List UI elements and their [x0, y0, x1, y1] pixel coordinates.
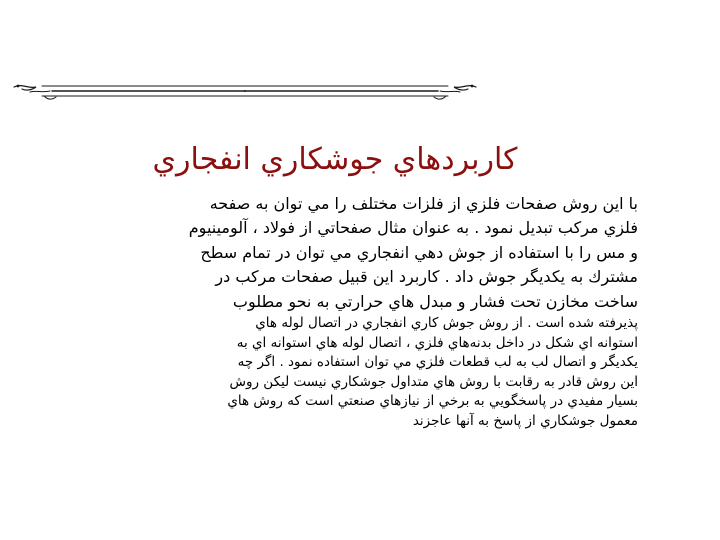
paragraph-line: استوانه اي شكل در داخل بدنه‌هاي فلزي ، اتصال لوله هاي استوانه اي به	[236, 334, 638, 351]
paragraph-line: اين روش قادر به رقابت با روش هاي متداول جوشكاري نيست ليكن روش	[229, 373, 638, 390]
paragraph-line: فلزي مركب تبديل نمود . به عنوان مثال صفحاتي از فولاد ، آلومينيوم	[188, 218, 638, 238]
paragraph-line: بسيار مفيدي در پاسخگويي به برخي از نيازهاي صنعتي است كه روش هاي	[227, 393, 638, 410]
paragraph-line: ساخت مخازن تحت فشار و مبدل هاي حرارتي به نحو مطلوب	[232, 291, 638, 311]
decorative-divider-ornament	[12, 78, 478, 106]
paragraph-line: مشترك به يكديگر جوش داد . كاربرد اين قبيل صفحات مركب در	[215, 267, 638, 287]
paragraph-line: يكديگر و اتصال لب به لب قطعات فلزي مي توان استفاده نمود . اگر چه	[237, 354, 638, 371]
paragraph-line: با اين روش صفحات فلزي از فلزات مختلف را مي توان به صفحه	[209, 194, 638, 213]
slide-title: كاربردهاي جوشكاري انفجاري	[152, 142, 518, 177]
paragraph-line: معمول جوشكاري از پاسخ به آنها عاجزند	[412, 412, 638, 429]
paragraph-line: پذيرفته شده است . از روش جوش كاري انفجاري در اتصال لوله هاي	[255, 315, 638, 332]
paragraph-line: و مس را با استفاده از جوش دهي انفجاري مي توان در تمام سطح	[200, 242, 638, 262]
body-paragraph	[66, 192, 638, 431]
